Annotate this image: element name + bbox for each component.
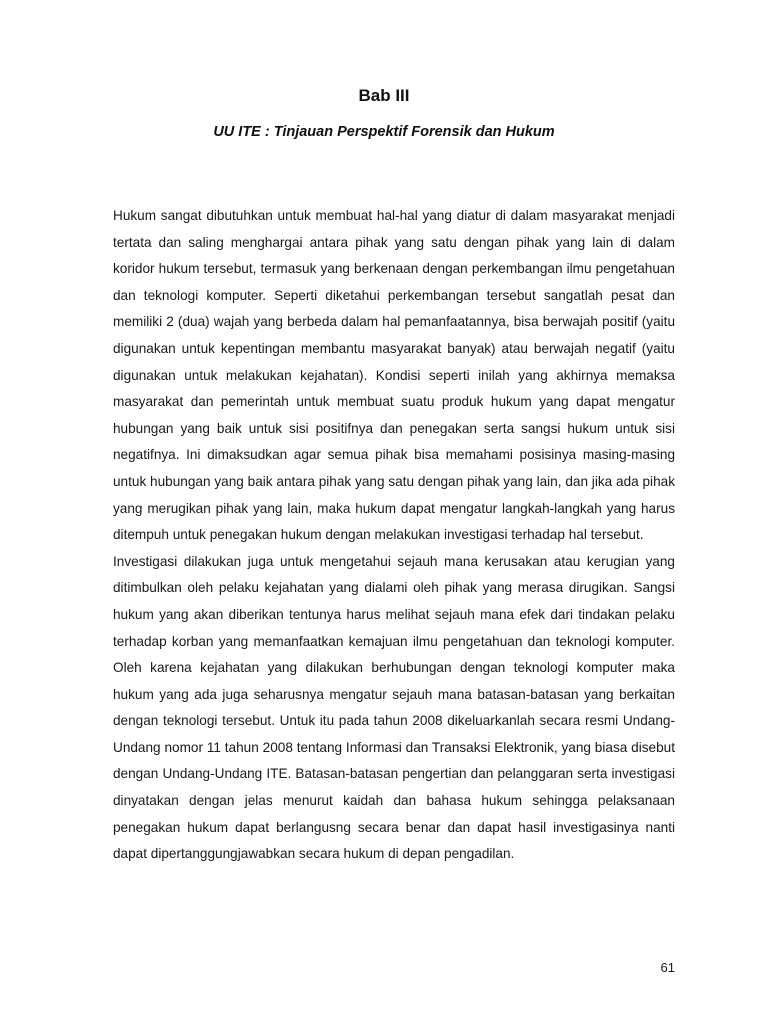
paragraph-2: Investigasi dilakukan juga untuk mengetahui sejauh mana kerusakan atau kerugian yang ditimbulkan oleh pelaku kejahatan yang dialami oleh pihak yang merasa dirugikan. Sangsi hukum yang akan diberikan tentunya harus melihat sejauh mana efek dari tindakan pelaku terhadap korban yang memanfaatkan kemajuan ilmu pengetahuan dan teknologi komputer. Oleh karena kejahatan yang dilakukan berhubungan dengan teknologi komputer maka hukum yang ada juga seharusnya mengatur sejauh mana batasan-batasan yang berkaitan dengan teknologi tersebut. Untuk itu pada tahun 2008 dikeluarkanlah secara resmi Undang-Undang nomor 11 tahun 2008 tentang Informasi dan Transaksi Elektronik, yang biasa disebut dengan Undang-Undang ITE. Batasan-batasan pengertian dan pelanggaran serta investigasi dinyatakan dengan jelas menurut kaidah dan bahasa hukum sehingga pelaksanaan penegakan hukum dapat berlangusng secara benar dan dapat hasil investigasinya nanti dapat dipertanggungjawabkan secara hukum di depan pengadilan. [113, 553, 675, 862]
chapter-subtitle: UU ITE : Tinjauan Perspektif Forensik dan Hukum [213, 124, 555, 140]
page-number: 61 [660, 960, 675, 975]
chapter-title: Bab III [358, 86, 410, 105]
body-text [113, 203, 675, 868]
paragraph-1: Hukum sangat dibutuhkan untuk membuat hal-hal yang diatur di dalam masyarakat menjadi tertata dan saling menghargai antara pihak yang satu dengan pihak yang lain di dalam koridor hukum tersebut, termasuk yang berkenaan dengan perkembangan ilmu pengetahuan dan teknologi komputer. Seperti diketahui perkembangan tersebut sangatlah pesat dan memiliki 2 (dua) wajah yang berbeda dalam hal pemanfaatannya, bisa berwajah positif (yaitu digunakan untuk kepentingan membantu masyarakat banyak) atau berwajah negatif (yaitu digunakan untuk melakukan kejahatan). Kondisi seperti inilah yang akhirnya memaksa masyarakat dan pemerintah untuk membuat suatu produk hukum yang dapat mengatur hubungan yang baik untuk sisi positifnya dan penegakan serta sangsi hukum untuk sisi negatifnya. Ini dimaksudkan agar semua pihak bisa memahami posisinya masing-masing untuk hubungan yang baik antara pihak yang satu dengan pihak yang lain, dan jika ada pihak yang merugikan pihak yang lain, maka hukum dapat mengatur langkah-langkah yang harus ditempuh untuk penegakan hukum dengan melakukan investigasi terhadap hal tersebut. [113, 208, 675, 543]
